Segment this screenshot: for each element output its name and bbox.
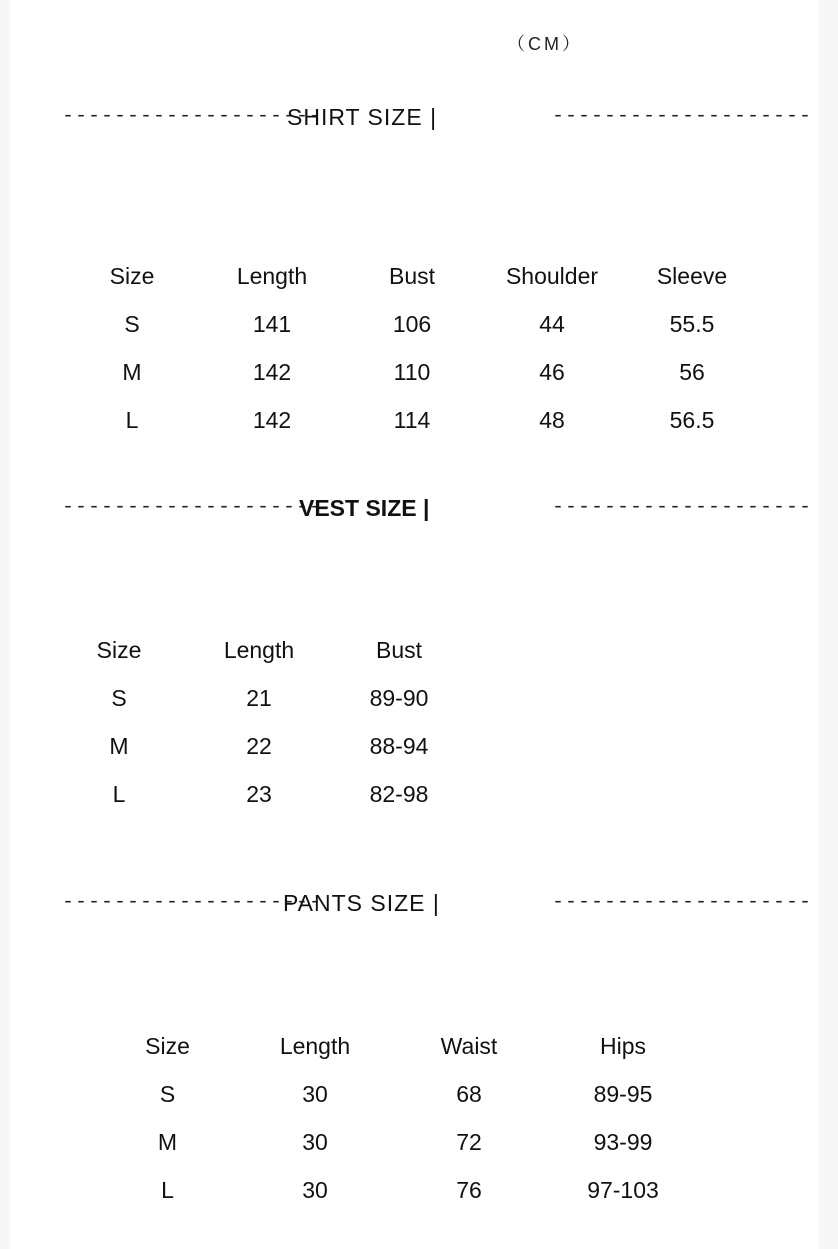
cell-bust: 88-94 [369, 732, 429, 759]
shirt-section-header [10, 97, 818, 137]
unit-label: （CM） [507, 34, 583, 54]
cell-bust: 114 [393, 406, 431, 433]
cell-length: 22 [246, 732, 272, 759]
cell-waist: 76 [456, 1176, 482, 1203]
cell-waist: 68 [456, 1080, 482, 1107]
column-header-size: Size [96, 636, 142, 663]
cell-sleeve: 56.5 [669, 406, 715, 433]
divider-dashes-right: -------------------- [552, 105, 813, 128]
cell-size: S [124, 310, 140, 337]
table-row [62, 396, 762, 444]
cell-length: 142 [252, 358, 292, 385]
cell-size: L [161, 1176, 174, 1203]
cell-size: M [157, 1128, 178, 1155]
column-header-waist: Waist [440, 1032, 498, 1059]
table-row [90, 1166, 693, 1214]
cell-bust: 82-98 [369, 780, 429, 807]
table-row [90, 1118, 693, 1166]
cell-bust: 106 [392, 310, 432, 337]
cell-length: 30 [302, 1128, 328, 1155]
column-header-length: Length [279, 1032, 351, 1059]
cell-size: L [112, 780, 126, 807]
column-header-bust: Bust [388, 262, 436, 289]
divider-dashes-right: -------------------- [552, 891, 813, 914]
cell-hips: 89-95 [593, 1080, 653, 1107]
size-chart-page [10, 0, 818, 1249]
cell-length: 30 [302, 1080, 328, 1107]
table-row [62, 300, 762, 348]
column-header-size: Size [109, 262, 155, 289]
table-row [62, 348, 762, 396]
table-row [90, 1070, 693, 1118]
vest-size-title: VEST SIZE | [299, 495, 430, 521]
cell-size: M [109, 732, 129, 759]
column-header-bust: Bust [375, 636, 423, 663]
cell-waist: 72 [456, 1128, 482, 1155]
cell-hips: 93-99 [593, 1128, 653, 1155]
vest-size-table [49, 626, 469, 818]
cell-shoulder: 44 [539, 310, 565, 337]
column-header-hips: Hips [599, 1032, 646, 1059]
table-header-row [49, 626, 469, 674]
table-row [49, 770, 469, 818]
pants-size-table [90, 1022, 693, 1214]
cell-size: S [159, 1080, 176, 1107]
cell-size: L [125, 406, 139, 433]
column-header-size: Size [145, 1032, 190, 1059]
divider-dashes-right: -------------------- [552, 496, 813, 519]
cell-shoulder: 48 [539, 406, 565, 433]
cell-hips: 97-103 [587, 1176, 659, 1203]
divider-dashes-left: -------------------- [62, 105, 323, 128]
cell-bust: 110 [393, 358, 431, 385]
cell-size: S [111, 684, 127, 711]
table-header-row [90, 1022, 693, 1070]
column-header-shoulder: Shoulder [505, 262, 599, 289]
column-header-length: Length [236, 262, 308, 289]
cell-bust: 89-90 [369, 684, 429, 711]
cell-sleeve: 55.5 [669, 310, 715, 337]
table-row [49, 722, 469, 770]
table-row [49, 674, 469, 722]
table-header-row [62, 252, 762, 300]
column-header-sleeve: Sleeve [656, 262, 728, 289]
cell-length: 21 [246, 684, 272, 711]
cell-length: 142 [252, 406, 292, 433]
pants-size-title: PANTS SIZE | [283, 890, 440, 916]
cell-length: 30 [302, 1176, 328, 1203]
cell-length: 141 [252, 310, 292, 337]
divider-dashes-left: -------------------- [62, 891, 323, 914]
cell-shoulder: 46 [539, 358, 565, 385]
vest-section-header [10, 488, 818, 528]
cell-size: M [122, 358, 142, 385]
divider-dashes-left: -------------------- [62, 496, 323, 519]
pants-section-header [10, 883, 818, 923]
cell-sleeve: 56 [679, 358, 705, 385]
column-header-length: Length [223, 636, 295, 663]
shirt-size-table [62, 252, 762, 444]
cell-length: 23 [246, 780, 272, 807]
shirt-size-title: SHIRT SIZE | [287, 104, 438, 130]
